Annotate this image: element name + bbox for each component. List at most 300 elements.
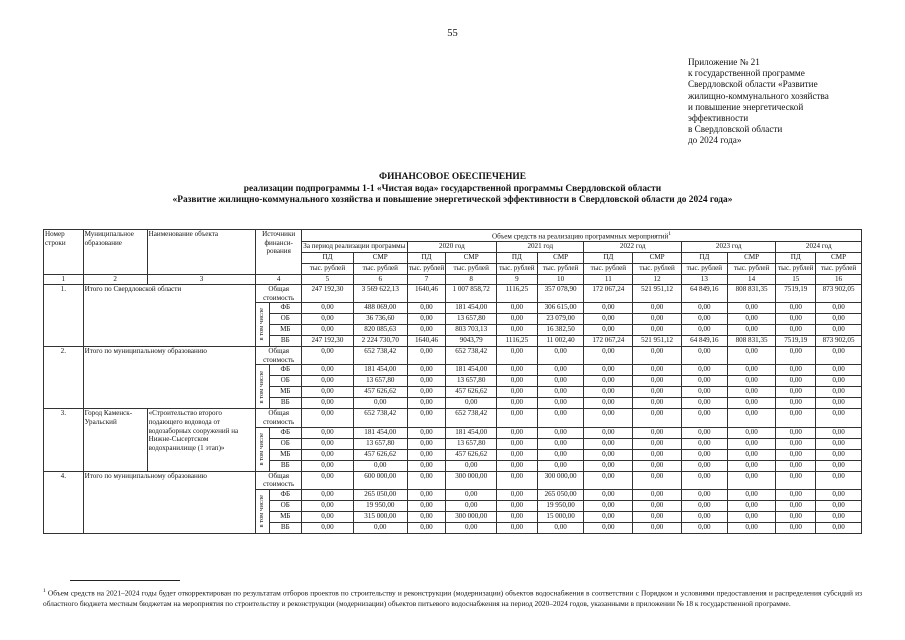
value-cell: 0,00 <box>681 511 727 522</box>
source-cell: ФБ <box>269 303 302 314</box>
column-number: 12 <box>633 274 682 284</box>
value-cell: 0,00 <box>727 522 776 533</box>
value-cell: 0,00 <box>776 427 816 438</box>
value-cell: 0,00 <box>727 427 776 438</box>
header-smr: СМР <box>353 252 407 263</box>
value-cell: 0,00 <box>727 314 776 325</box>
value-cell: 0,00 <box>407 500 446 511</box>
value-cell: 0,00 <box>407 409 446 427</box>
value-cell: 0,00 <box>584 409 633 427</box>
value-cell: 0,00 <box>302 438 354 449</box>
header-unit: тыс. рублей <box>633 263 682 274</box>
source-cell: ФБ <box>269 365 302 376</box>
value-cell: 0,00 <box>633 398 682 409</box>
value-cell: 181 454,00 <box>446 365 497 376</box>
in-total-text: в том числе <box>258 308 266 341</box>
header-year: 2024 год <box>776 241 862 252</box>
value-cell: 0,00 <box>584 427 633 438</box>
value-cell: 0,00 <box>681 365 727 376</box>
page-number: 55 <box>447 28 458 39</box>
header-period-total: За период реализации программы <box>302 241 408 252</box>
header-municipality: Муниципальное образование <box>83 230 147 275</box>
in-total-label <box>256 365 269 409</box>
header-unit: тыс. рублей <box>681 263 727 274</box>
value-cell: 0,00 <box>497 365 538 376</box>
value-cell: 0,00 <box>633 471 682 489</box>
value-cell: 0,00 <box>446 522 497 533</box>
value-cell: 0,00 <box>584 471 633 489</box>
value-cell: 0,00 <box>816 398 862 409</box>
header-year: 2021 год <box>497 241 584 252</box>
municipality-cell: Город Каменск-Уральский <box>83 409 147 471</box>
value-cell: 0,00 <box>407 427 446 438</box>
value-cell: 1640,46 <box>407 336 446 347</box>
row-number: 1. <box>44 284 84 346</box>
value-cell: 600 000,00 <box>353 471 407 489</box>
value-cell: 181 454,00 <box>446 303 497 314</box>
footnote-marker: 1 <box>43 588 46 594</box>
source-cell: ОБ <box>269 376 302 387</box>
value-cell: 2 224 730,70 <box>353 336 407 347</box>
row-number: 2. <box>44 347 84 409</box>
header-row-number: Номер строки <box>44 230 84 275</box>
value-cell: 0,00 <box>727 511 776 522</box>
value-cell: 0,00 <box>816 449 862 460</box>
footnote <box>43 586 862 610</box>
value-cell: 0,00 <box>302 387 354 398</box>
source-cell: ОБ <box>269 500 302 511</box>
value-cell: 0,00 <box>776 409 816 427</box>
value-cell: 0,00 <box>537 347 584 365</box>
table-row <box>44 409 862 427</box>
value-cell: 0,00 <box>302 427 354 438</box>
header-pd: ПД <box>776 252 816 263</box>
value-cell: 0,00 <box>407 376 446 387</box>
value-cell: 0,00 <box>681 427 727 438</box>
value-cell: 0,00 <box>497 387 538 398</box>
value-cell: 0,00 <box>816 365 862 376</box>
value-cell: 0,00 <box>584 438 633 449</box>
value-cell: 0,00 <box>727 365 776 376</box>
value-cell: 0,00 <box>497 314 538 325</box>
value-cell: 521 951,12 <box>633 284 682 302</box>
value-cell: 0,00 <box>816 303 862 314</box>
source-cell: ВБ <box>269 522 302 533</box>
value-cell: 315 000,00 <box>353 511 407 522</box>
value-cell: 3 569 622,13 <box>353 284 407 302</box>
value-cell: 0,00 <box>776 449 816 460</box>
source-cell: МБ <box>269 449 302 460</box>
value-cell: 0,00 <box>302 511 354 522</box>
column-number: 15 <box>776 274 816 284</box>
value-cell: 0,00 <box>681 347 727 365</box>
value-cell: 0,00 <box>681 449 727 460</box>
value-cell: 0,00 <box>407 303 446 314</box>
value-cell: 0,00 <box>584 511 633 522</box>
header-unit: тыс. рублей <box>537 263 584 274</box>
value-cell: 0,00 <box>776 387 816 398</box>
value-cell: 0,00 <box>537 365 584 376</box>
value-cell: 0,00 <box>497 460 538 471</box>
value-cell: 0,00 <box>302 449 354 460</box>
header-pd: ПД <box>497 252 538 263</box>
value-cell: 0,00 <box>497 347 538 365</box>
value-cell: 0,00 <box>816 522 862 533</box>
footnote-separator <box>70 580 180 581</box>
title-program: «Развитие жилищно-коммунального хозяйства и повышение энергетической эффективности в Свердловской области до 2024 года» <box>172 195 733 205</box>
value-cell: 0,00 <box>727 325 776 336</box>
column-number: 11 <box>584 274 633 284</box>
value-cell: 0,00 <box>446 489 497 500</box>
municipality-cell: Итого по муниципальному образованию <box>83 347 256 409</box>
value-cell: 300 000,00 <box>446 511 497 522</box>
value-cell: 0,00 <box>353 522 407 533</box>
header-unit: тыс. рублей <box>302 263 354 274</box>
value-cell: 11 002,40 <box>537 336 584 347</box>
value-cell: 0,00 <box>816 471 862 489</box>
source-cell: ВБ <box>269 460 302 471</box>
column-number: 6 <box>353 274 407 284</box>
value-cell: 0,00 <box>681 460 727 471</box>
value-cell: 0,00 <box>407 325 446 336</box>
header-unit: тыс. рублей <box>816 263 862 274</box>
value-cell: 0,00 <box>353 460 407 471</box>
source-cell: ФБ <box>269 489 302 500</box>
value-cell: 357 078,90 <box>537 284 584 302</box>
source-cell: ФБ <box>269 427 302 438</box>
value-cell: 0,00 <box>816 376 862 387</box>
value-cell: 0,00 <box>584 460 633 471</box>
value-cell: 0,00 <box>633 303 682 314</box>
value-cell: 0,00 <box>633 489 682 500</box>
source-cell: МБ <box>269 325 302 336</box>
value-cell: 0,00 <box>633 325 682 336</box>
value-cell: 0,00 <box>681 500 727 511</box>
appendix-line: жилищно-коммунального хозяйства <box>688 90 829 101</box>
value-cell: 7519,19 <box>776 284 816 302</box>
value-cell: 0,00 <box>681 438 727 449</box>
value-cell: 0,00 <box>497 325 538 336</box>
value-cell: 23 079,00 <box>537 314 584 325</box>
column-number: 9 <box>497 274 538 284</box>
value-cell: 0,00 <box>727 387 776 398</box>
value-cell: 0,00 <box>727 398 776 409</box>
value-cell: 9043,79 <box>446 336 497 347</box>
in-total-label <box>256 489 269 533</box>
value-cell: 0,00 <box>816 489 862 500</box>
value-cell: 0,00 <box>537 449 584 460</box>
appendix-line: эффективности <box>688 113 749 124</box>
value-cell: 181 454,00 <box>446 427 497 438</box>
value-cell: 652 738,42 <box>446 347 497 365</box>
source-cell: МБ <box>269 511 302 522</box>
value-cell: 0,00 <box>302 489 354 500</box>
value-cell: 0,00 <box>633 460 682 471</box>
value-cell: 0,00 <box>633 522 682 533</box>
value-cell: 0,00 <box>633 500 682 511</box>
value-cell: 0,00 <box>497 522 538 533</box>
value-cell: 13 657,80 <box>353 376 407 387</box>
value-cell: 0,00 <box>816 438 862 449</box>
value-cell: 652 738,42 <box>353 347 407 365</box>
value-cell: 300 000,00 <box>446 471 497 489</box>
value-cell: 0,00 <box>776 460 816 471</box>
column-number: 2 <box>83 274 147 284</box>
header-unit: тыс. рублей <box>353 263 407 274</box>
value-cell: 0,00 <box>633 365 682 376</box>
value-cell: 172 067,24 <box>584 284 633 302</box>
value-cell: 265 050,00 <box>353 489 407 500</box>
value-cell: 0,00 <box>727 471 776 489</box>
source-total: Общая стоимость <box>256 284 302 302</box>
value-cell: 0,00 <box>633 347 682 365</box>
value-cell: 0,00 <box>727 449 776 460</box>
value-cell: 0,00 <box>302 409 354 427</box>
value-cell: 0,00 <box>727 438 776 449</box>
value-cell: 0,00 <box>681 398 727 409</box>
table-row <box>44 284 862 302</box>
header-unit: тыс. рублей <box>584 263 633 274</box>
header-smr: СМР <box>633 252 682 263</box>
value-cell: 0,00 <box>407 365 446 376</box>
object-cell: «Строительство второго подающего водовода от водозаборных сооружений на Нижне-Сысертском водохранилище (1 этап)» <box>147 409 256 471</box>
value-cell: 0,00 <box>584 449 633 460</box>
source-cell: ВБ <box>269 336 302 347</box>
value-cell: 0,00 <box>727 460 776 471</box>
value-cell: 0,00 <box>302 365 354 376</box>
value-cell: 0,00 <box>497 471 538 489</box>
header-volume: Объем средств на реализацию программных мероприятий$^1$ <box>302 230 862 242</box>
header-unit: тыс. рублей <box>446 263 497 274</box>
value-cell: 181 454,00 <box>353 427 407 438</box>
in-total-text: в том числе <box>258 494 266 528</box>
value-cell: 0,00 <box>816 314 862 325</box>
value-cell: 457 626,62 <box>353 449 407 460</box>
value-cell: 0,00 <box>776 500 816 511</box>
value-cell: 0,00 <box>681 387 727 398</box>
header-unit: тыс. рублей <box>407 263 446 274</box>
value-cell: 0,00 <box>727 347 776 365</box>
value-cell: 0,00 <box>681 303 727 314</box>
value-cell: 36 736,60 <box>353 314 407 325</box>
header-smr: СМР <box>727 252 776 263</box>
in-total-text: в том числе <box>258 432 266 466</box>
header-pd: ПД <box>584 252 633 263</box>
value-cell: 0,00 <box>776 347 816 365</box>
value-cell: 0,00 <box>497 409 538 427</box>
header-year: 2020 год <box>407 241 496 252</box>
in-total-text: в том числе <box>258 370 266 404</box>
value-cell: 0,00 <box>776 398 816 409</box>
value-cell: 0,00 <box>776 522 816 533</box>
value-cell: 15 000,00 <box>537 511 584 522</box>
value-cell: 0,00 <box>584 500 633 511</box>
value-cell: 873 902,05 <box>816 284 862 302</box>
value-cell: 0,00 <box>776 471 816 489</box>
header-year: 2023 год <box>681 241 775 252</box>
value-cell: 0,00 <box>584 398 633 409</box>
value-cell: 0,00 <box>497 376 538 387</box>
value-cell: 0,00 <box>497 489 538 500</box>
in-total-label <box>256 303 269 347</box>
value-cell: 0,00 <box>537 387 584 398</box>
value-cell: 0,00 <box>537 398 584 409</box>
value-cell: 0,00 <box>537 438 584 449</box>
value-cell: 13 657,80 <box>446 376 497 387</box>
value-cell: 0,00 <box>302 376 354 387</box>
appendix-line: до 2024 года» <box>688 135 742 146</box>
column-number: 8 <box>446 274 497 284</box>
value-cell: 0,00 <box>497 427 538 438</box>
value-cell: 0,00 <box>446 398 497 409</box>
appendix-note <box>688 57 898 147</box>
value-cell: 0,00 <box>776 511 816 522</box>
header-smr: СМР <box>446 252 497 263</box>
value-cell: 0,00 <box>776 314 816 325</box>
value-cell: 0,00 <box>584 376 633 387</box>
value-cell: 652 738,42 <box>446 409 497 427</box>
value-cell: 0,00 <box>446 500 497 511</box>
in-total-label <box>256 427 269 471</box>
value-cell: 0,00 <box>681 489 727 500</box>
table-row <box>44 471 862 489</box>
header-year: 2022 год <box>584 241 682 252</box>
value-cell: 1 007 858,72 <box>446 284 497 302</box>
value-cell: 457 626,62 <box>353 387 407 398</box>
value-cell: 0,00 <box>497 398 538 409</box>
value-cell: 0,00 <box>407 438 446 449</box>
row-number: 4. <box>44 471 84 533</box>
value-cell: 0,00 <box>407 489 446 500</box>
value-cell: 0,00 <box>633 409 682 427</box>
value-cell: 0,00 <box>584 365 633 376</box>
appendix-line: Приложение № 21 <box>688 57 760 67</box>
value-cell: 0,00 <box>816 511 862 522</box>
value-cell: 172 067,24 <box>584 336 633 347</box>
source-total: Общая стоимость <box>256 347 302 365</box>
value-cell: 0,00 <box>681 522 727 533</box>
value-cell: 0,00 <box>584 489 633 500</box>
value-cell: 0,00 <box>584 347 633 365</box>
value-cell: 265 050,00 <box>537 489 584 500</box>
value-cell: 0,00 <box>633 449 682 460</box>
appendix-line: к государственной программе <box>688 68 805 79</box>
source-cell: ВБ <box>269 398 302 409</box>
value-cell: 1116,25 <box>497 336 538 347</box>
value-cell: 300 000,00 <box>537 471 584 489</box>
value-cell: 0,00 <box>681 314 727 325</box>
value-cell: 181 454,00 <box>353 365 407 376</box>
value-cell: 13 657,80 <box>446 438 497 449</box>
value-cell: 0,00 <box>633 438 682 449</box>
value-cell: 19 950,00 <box>537 500 584 511</box>
value-cell: 16 382,50 <box>537 325 584 336</box>
column-number: 10 <box>537 274 584 284</box>
value-cell: 0,00 <box>727 500 776 511</box>
value-cell: 0,00 <box>497 449 538 460</box>
footnote-text: Объем средств на 2021–2024 годы будет откорректирован по результатам отборов проектов по строительству и реконструкции (модернизации) объектов водоснабжения в соответствии с Порядком и условиями предоставления и распределения субсидий из областного бюджета местным бюджетам на мероприятия по строительству и реконструкции (модернизации) объектов питьевого водоснабжения на период 2020–2024 годов, указанными в приложении № 18 к государственной программе. <box>43 588 862 609</box>
value-cell: 0,00 <box>776 303 816 314</box>
header-unit: тыс. рублей <box>776 263 816 274</box>
value-cell: 0,00 <box>302 500 354 511</box>
value-cell: 0,00 <box>302 398 354 409</box>
value-cell: 0,00 <box>727 489 776 500</box>
appendix-line: Свердловской области «Развитие <box>688 79 818 90</box>
value-cell: 0,00 <box>681 409 727 427</box>
column-number: 5 <box>302 274 354 284</box>
value-cell: 0,00 <box>302 522 354 533</box>
value-cell: 0,00 <box>816 427 862 438</box>
value-cell: 0,00 <box>633 427 682 438</box>
value-cell: 457 626,62 <box>446 387 497 398</box>
row-number: 3. <box>44 409 84 471</box>
header-smr: СМР <box>816 252 862 263</box>
value-cell: 0,00 <box>407 511 446 522</box>
value-cell: 803 703,13 <box>446 325 497 336</box>
value-cell: 0,00 <box>302 347 354 365</box>
value-cell: 0,00 <box>407 471 446 489</box>
source-cell: МБ <box>269 387 302 398</box>
header-pd: ПД <box>302 252 354 263</box>
column-number: 16 <box>816 274 862 284</box>
title-subheading: реализации подпрограммы 1-1 «Чистая вода» государственной программы Свердловской области <box>243 183 662 194</box>
value-cell: 0,00 <box>302 303 354 314</box>
value-cell: 0,00 <box>633 511 682 522</box>
value-cell: 0,00 <box>302 314 354 325</box>
title-heading: ФИНАНСОВОЕ ОБЕСПЕЧЕНИЕ <box>379 172 526 182</box>
column-number: 13 <box>681 274 727 284</box>
value-cell: 0,00 <box>727 409 776 427</box>
header-sources: Источники финанси-рования <box>256 230 302 275</box>
value-cell: 0,00 <box>537 376 584 387</box>
value-cell: 0,00 <box>497 511 538 522</box>
value-cell: 0,00 <box>633 387 682 398</box>
value-cell: 0,00 <box>446 460 497 471</box>
municipality-cell: Итого по Свердловской области <box>83 284 256 346</box>
value-cell: 0,00 <box>584 303 633 314</box>
value-cell: 13 657,80 <box>446 314 497 325</box>
value-cell: 488 069,00 <box>353 303 407 314</box>
header-pd: ПД <box>681 252 727 263</box>
value-cell: 0,00 <box>537 409 584 427</box>
value-cell: 0,00 <box>681 376 727 387</box>
value-cell: 0,00 <box>537 460 584 471</box>
header-unit: тыс. рублей <box>727 263 776 274</box>
appendix-line: и повышение энергетической <box>688 101 804 112</box>
value-cell: 306 615,00 <box>537 303 584 314</box>
column-number: 3 <box>147 274 256 284</box>
financing-table <box>43 229 862 534</box>
source-cell: ОБ <box>269 314 302 325</box>
value-cell: 652 738,42 <box>353 409 407 427</box>
value-cell: 0,00 <box>497 438 538 449</box>
appendix-line: в Свердловской области <box>688 124 783 135</box>
value-cell: 873 902,05 <box>816 336 862 347</box>
value-cell: 0,00 <box>776 376 816 387</box>
column-number: 4 <box>256 274 302 284</box>
value-cell: 0,00 <box>727 303 776 314</box>
value-cell: 247 192,30 <box>302 336 354 347</box>
value-cell: 1640,46 <box>407 284 446 302</box>
value-cell: 64 849,16 <box>681 336 727 347</box>
value-cell: 13 657,80 <box>353 438 407 449</box>
value-cell: 0,00 <box>727 376 776 387</box>
value-cell: 0,00 <box>584 522 633 533</box>
source-total: Общая стоимость <box>256 409 302 427</box>
value-cell: 0,00 <box>302 460 354 471</box>
value-cell: 0,00 <box>407 347 446 365</box>
value-cell: 0,00 <box>537 522 584 533</box>
